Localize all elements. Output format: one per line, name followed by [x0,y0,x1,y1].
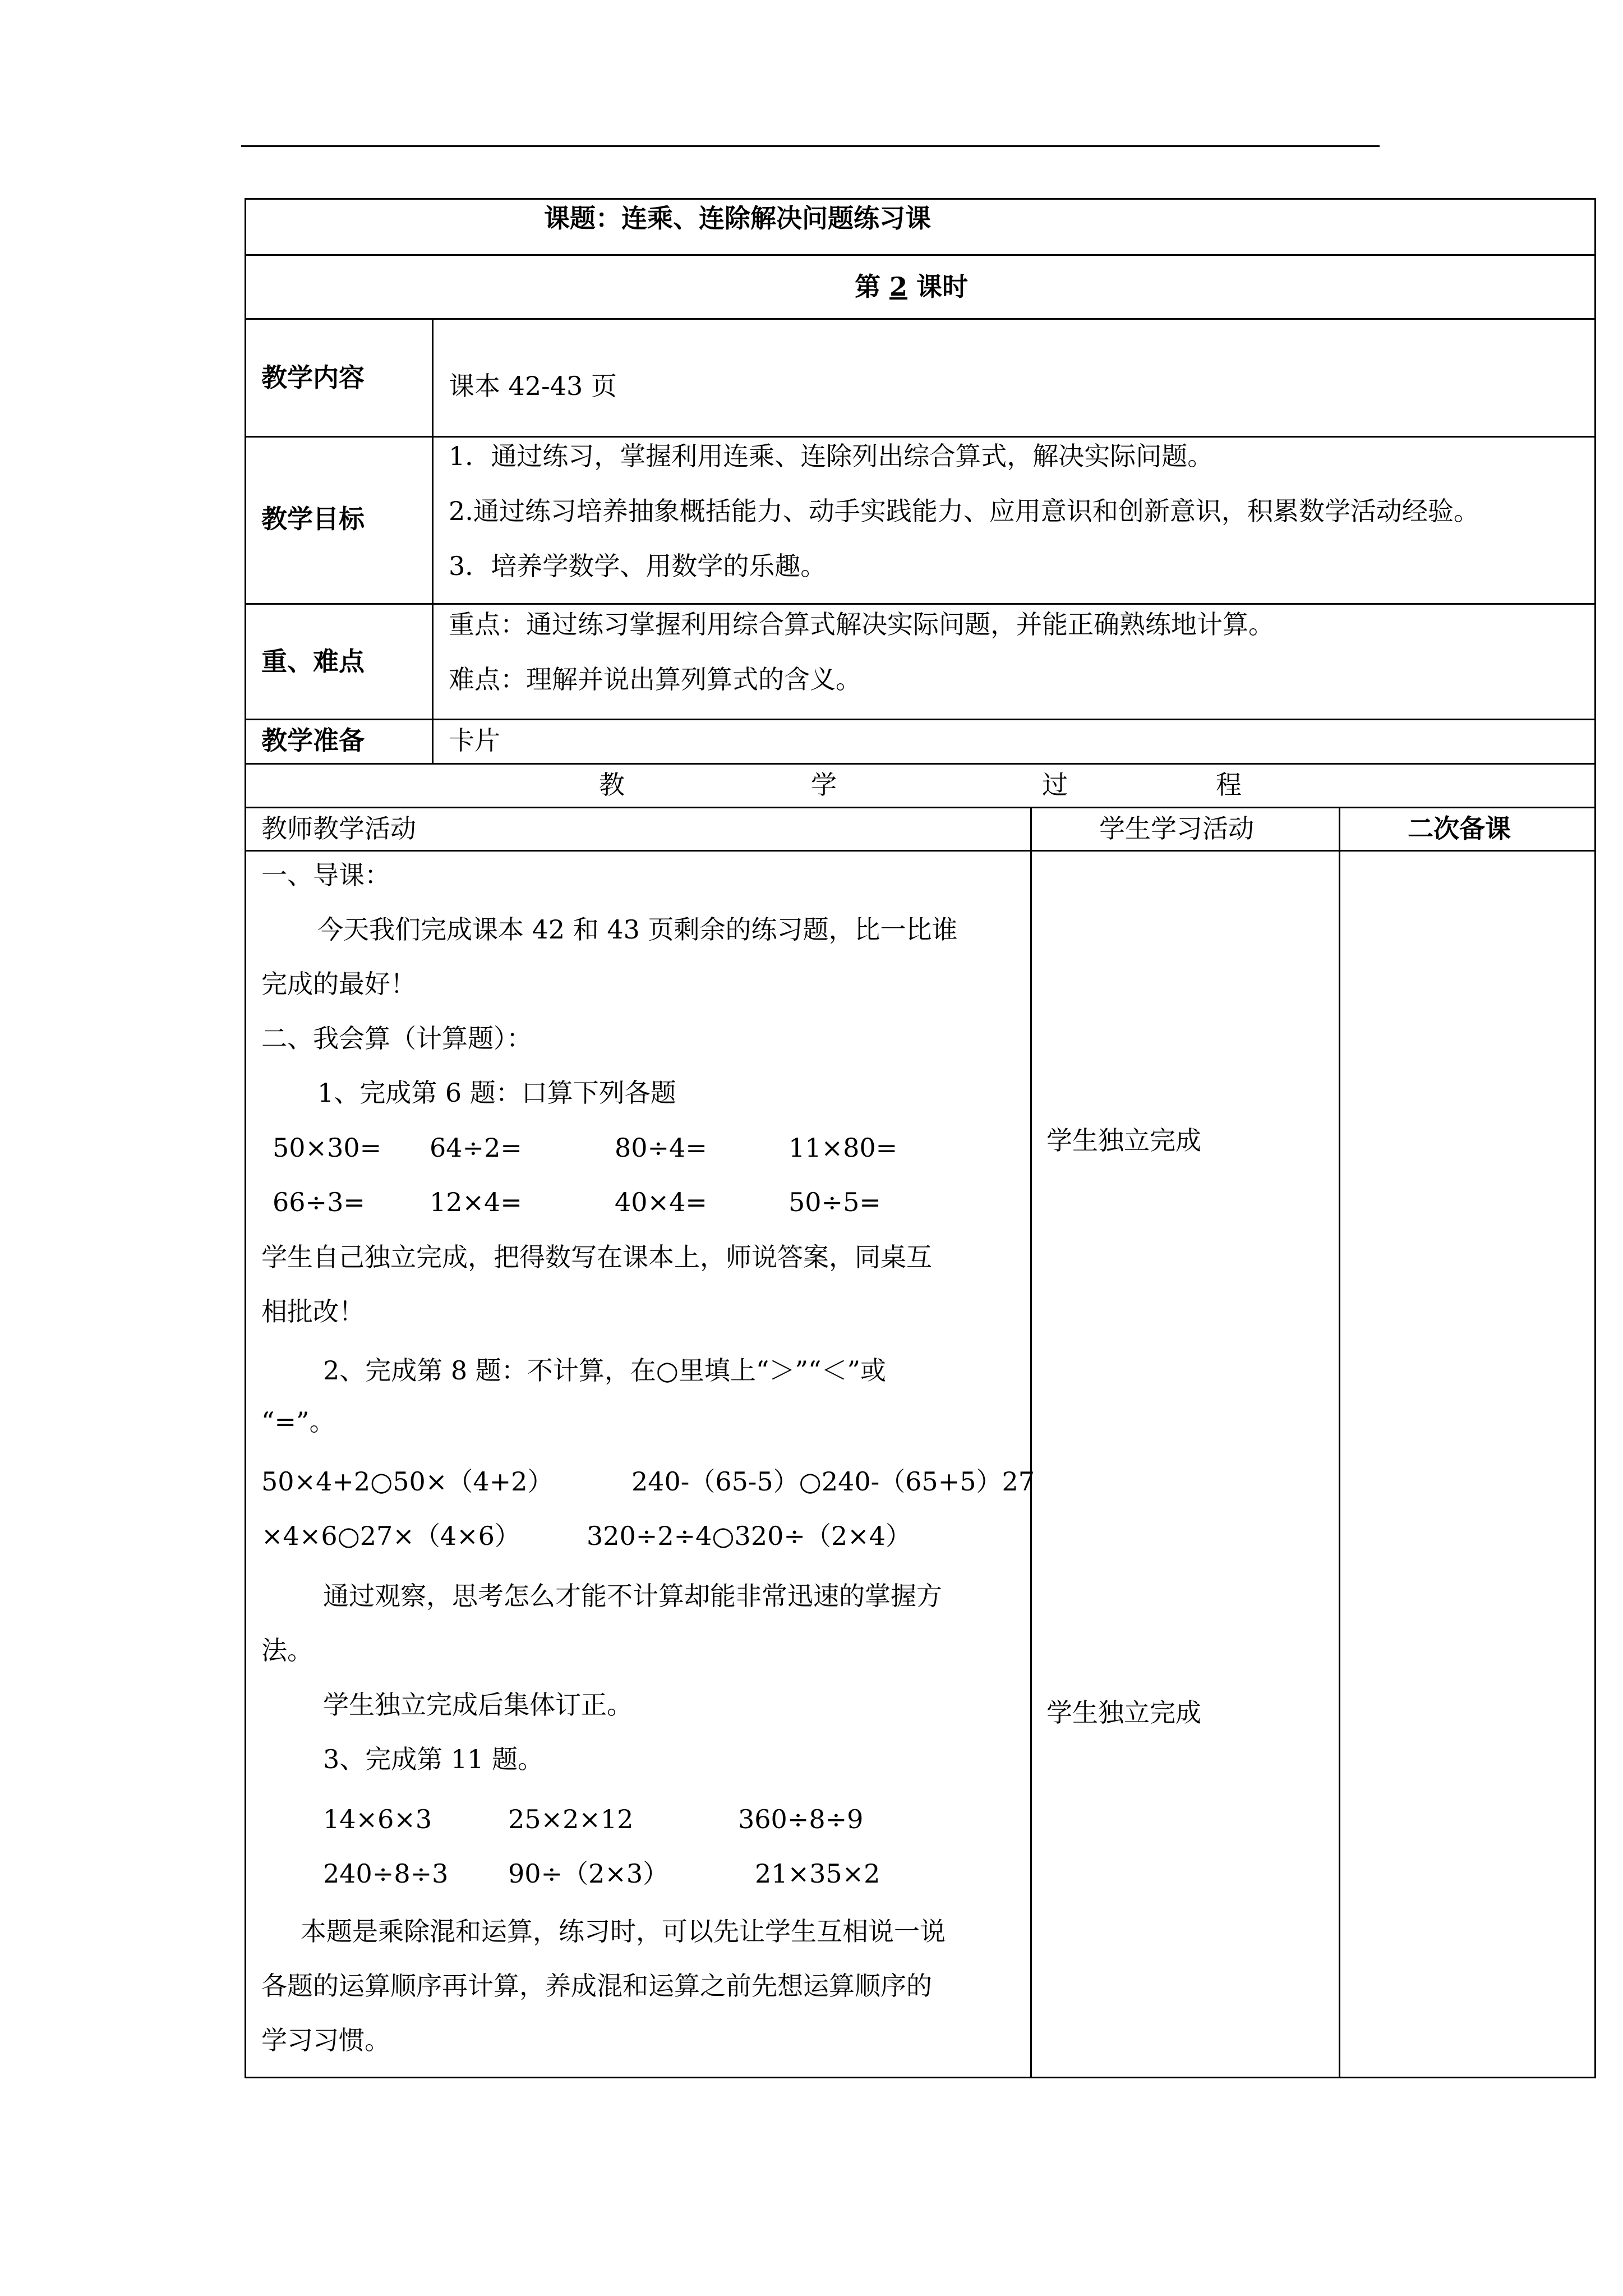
student-note: 学生独立完成 [1046,1697,1201,1728]
session-label [855,274,968,300]
ex11-item: 21×35×2 [755,1858,880,1889]
oral-item: 12×4= [430,1187,522,1217]
oral-item: 80÷4= [615,1133,707,1163]
keypoint-line-1: 重点：通过练习掌握利用综合算式解决实际问题，并能正确熟练地计算。 [449,609,1274,639]
ex11-item: 90÷（2×3） [508,1858,669,1889]
teacher-line: 通过观察，思考怎么才能不计算却能非常迅速的掌握方 [323,1581,942,1611]
compare-item: 240-（65-5）○240-（65+5）27 [631,1466,1035,1497]
goal-line-2: 2.通过练习培养抽象概括能力、动手实践能力、应用意识和创新意识，积累数学活动经验。 [449,496,1479,526]
teacher-line: 1、完成第 6 题：口算下列各题 [317,1078,676,1108]
col-divider [1339,807,1340,2078]
row-divider [245,603,1596,605]
compare-item: ×4×6○27×（4×6） [261,1521,520,1551]
goal-line-3: 3．培养学数学、用数学的乐趣。 [449,551,827,581]
goals-label: 教学目标 [261,504,365,534]
content-label: 教学内容 [261,362,365,393]
session-post: 课时 [916,272,969,302]
teacher-column-header: 教师教学活动 [261,813,416,844]
lesson-title-text: 连乘、连除解决问题练习课 [621,203,931,233]
teacher-line: 本题是乘除混和运算，练习时，可以先让学生互相说一说 [301,1916,946,1947]
teacher-line: 各题的运算顺序再计算，养成混和运算之前先想运算顺序的 [261,1971,932,2001]
prep-value: 卡片 [449,725,500,756]
teacher-line: 学生自己独立完成，把得数写在课本上，师说答案，同桌互 [261,1242,932,1272]
student-note: 学生独立完成 [1046,1125,1201,1156]
teacher-line: 学习习惯。 [261,2025,390,2055]
oral-item: 40×4= [615,1187,707,1217]
content-value: 课本 42-43 页 [449,371,617,401]
row-divider [245,719,1596,720]
oral-item: 64÷2= [430,1133,522,1163]
oral-item: 11×80= [789,1133,898,1163]
header-rule [241,145,1380,147]
row-divider [245,254,1596,256]
ex11-item: 14×6×3 [323,1804,432,1834]
ex11-item: 240÷8÷3 [323,1858,449,1889]
process-char-1: 教 [599,770,625,800]
teacher-line: “=”。 [261,1406,335,1437]
ex11-item: 25×2×12 [508,1804,634,1834]
teacher-line: 3、完成第 11 题。 [323,1744,544,1774]
teacher-line: 相批改！ [261,1296,365,1327]
row-divider [245,807,1596,808]
teacher-line: 一、导课： [261,860,390,890]
row-divider [245,763,1596,765]
oral-item: 50×30= [273,1133,382,1163]
oral-item: 66÷3= [273,1187,365,1217]
student-column-header: 学生学习活动 [1099,813,1254,844]
teacher-line: 完成的最好！ [261,969,416,999]
teacher-line: 法。 [261,1635,313,1665]
ex11-item: 360÷8÷9 [738,1804,864,1834]
compare-item: 320÷2÷4○320÷（2×4） [587,1521,911,1551]
col-divider [1030,807,1032,2078]
teacher-line: 2、完成第 8 题：不计算，在○里填上“＞”“＜”或 [323,1355,886,1386]
row-divider [245,850,1596,852]
teacher-line: 今天我们完成课本 42 和 43 页剩余的练习题，比一比谁 [317,914,958,945]
teacher-line: 学生独立完成后集体订正。 [323,1690,633,1720]
keypoints-label: 重、难点 [261,646,365,677]
process-char-2: 学 [811,770,837,800]
goal-line-1: 1．通过练习，掌握利用连乘、连除列出综合算式，解决实际问题。 [449,441,1214,471]
teacher-line: 二、我会算（计算题）： [261,1023,532,1053]
compare-item: 50×4+2○50×（4+2） [261,1466,554,1497]
process-char-4: 程 [1216,770,1242,800]
session-pre: 第 [855,272,880,302]
session-number: 2 [889,272,908,302]
lesson-title-prefix: 课题： [544,203,621,233]
prep-label: 教学准备 [261,725,365,756]
row-divider [245,318,1596,320]
keypoint-line-2: 难点：理解并说出算列算式的含义。 [449,664,861,694]
oral-item: 50÷5= [789,1187,881,1217]
secondary-column-header: 二次备课 [1408,813,1511,844]
process-char-3: 过 [1042,770,1068,800]
lesson-title [544,205,931,231]
row-divider [245,436,1596,438]
col-divider [432,318,434,763]
